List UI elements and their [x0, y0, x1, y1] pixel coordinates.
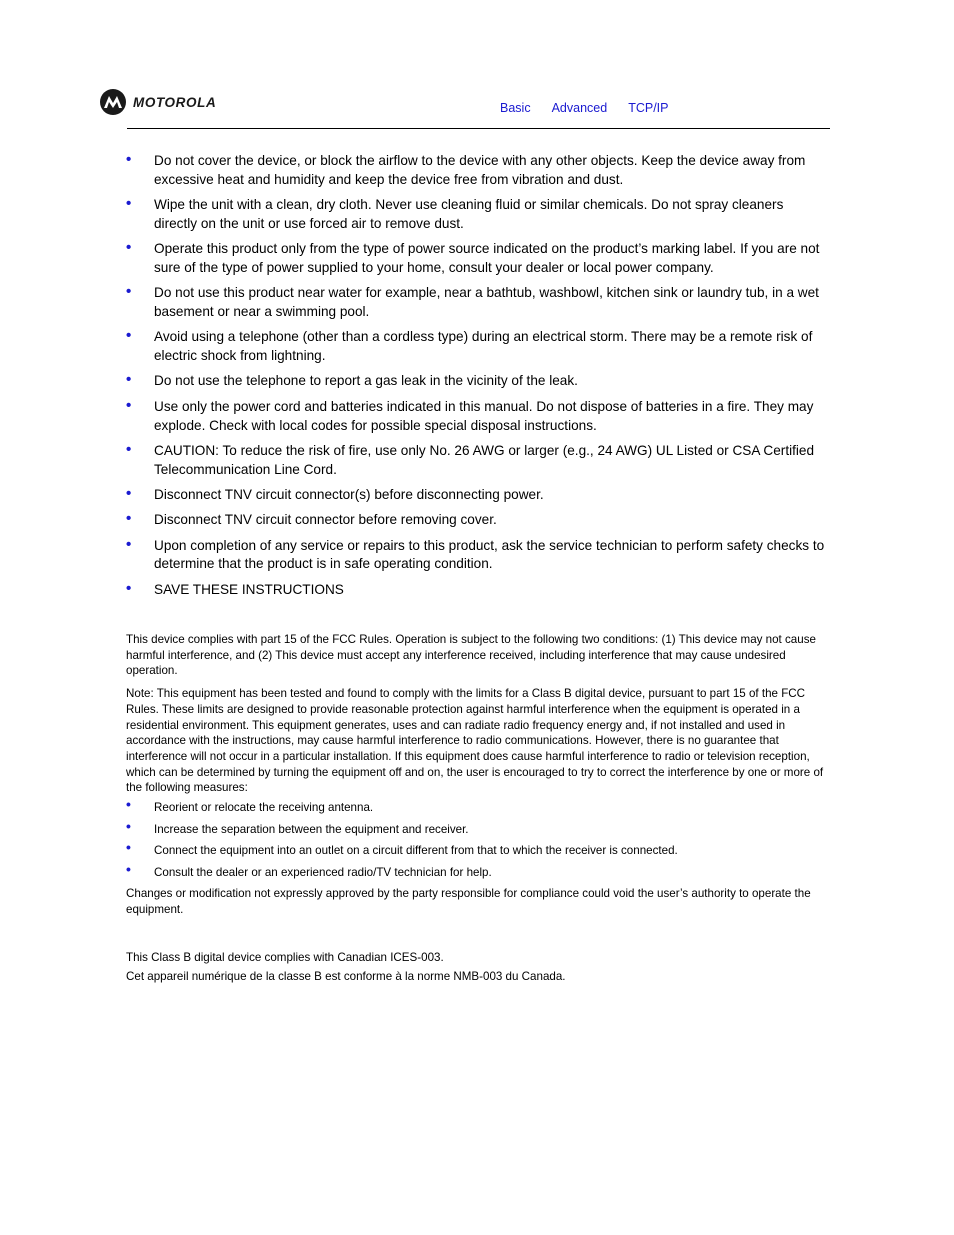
fcc-measures-list [126, 796, 828, 880]
list-item [126, 537, 826, 575]
fcc-modification-note: Changes or modification not expressly approved by the party responsible for compliance could void the user’s authority to operate the equipment. [126, 887, 811, 916]
canada-compliance [126, 950, 828, 988]
bullet-icon: • [126, 579, 132, 597]
bullet-icon: • [126, 195, 132, 213]
bullet-icon: • [126, 839, 131, 856]
nav-link-basic[interactable]: Basic [500, 101, 531, 115]
bullet-icon: • [126, 283, 132, 301]
fcc-statement [126, 632, 828, 925]
bullet-icon: • [126, 327, 132, 345]
list-item [126, 442, 826, 480]
top-nav [500, 101, 689, 115]
fcc-paragraph: This device complies with part 15 of the FCC Rules. Operation is subject to the following two conditions: (1) This device may not cause harmful interference, and (2) This device must accept any interference received, including interference that may cause undesired operation. [126, 633, 816, 678]
list-item-text: Avoid using a telephone (other than a cordless type) during an electrical storm. There may be a remote risk of electric shock from lightning. [154, 329, 813, 364]
list-item-text: SAVE THESE INSTRUCTIONS [154, 581, 344, 597]
list-item-text: Consult the dealer or an experienced radio/TV technician for help. [154, 865, 492, 879]
list-item-text: Operate this product only from the type of power source indicated on the product’s marking label. If you are not sure of the type of power supplied to your home, consult your dealer or local power company. [154, 241, 820, 275]
bullet-icon: • [126, 239, 132, 257]
list-item [126, 152, 826, 190]
list-item [126, 284, 826, 322]
list-item [126, 486, 826, 505]
list-item-text: Use only the power cord and batteries indicated in this manual. Do not dispose of batteries in a fire. They may explode. Check with local codes for possible special disposal instructions. [154, 398, 814, 433]
list-item-text: Disconnect TNV circuit connector(s) before disconnecting power. [154, 486, 544, 502]
bullet-icon: • [126, 151, 132, 168]
list-item-text: Upon completion of any service or repairs to this product, ask the service technician to perform safety checks to determine that the product is in safe operating condition. [154, 537, 825, 572]
list-item-text: Wipe the unit with a clean, dry cloth. Never use cleaning fluid or similar chemicals. Do not spray cleaners directly on the unit or use forced air to remove dust. [154, 197, 784, 231]
bullet-icon: • [126, 817, 131, 834]
brand-name: MOTOROLA [133, 94, 217, 110]
list-item [126, 860, 828, 881]
bullet-icon: • [126, 535, 132, 553]
bullet-icon: • [126, 396, 132, 414]
list-item [126, 817, 828, 838]
fcc-note: Note: This equipment has been tested and found to comply with the limits for a Class B digital device, pursuant to part 15 of the FCC Rules. These limits are designed to provide reasonable protection against harmful interference when the equipment is operated in a residential environment. This equipment generates, uses and can radiate radio frequency energy and, if not installed and used in accordance with the instructions, may cause harmful interference to radio communications. However, there is no guarantee that interference will not occur in a particular installation. If this equipment does cause harmful interference to radio or television reception, which can be determined by turning the equipment off and on, the user is encouraged to try to correct the interference by one or more of the following measures: [126, 687, 824, 795]
canada-statement-fr: Cet appareil numérique de la classe B est conforme à la norme NMB-003 du Canada. [126, 970, 566, 984]
list-item-text: Increase the separation between the equipment and receiver. [154, 822, 469, 836]
list-item-text: Disconnect TNV circuit connector before removing cover. [154, 512, 497, 528]
safety-instructions-list [126, 152, 826, 606]
bullet-icon: • [126, 860, 131, 877]
list-item [126, 196, 826, 234]
bullet-icon: • [126, 484, 132, 502]
canada-statement-en: This Class B digital device complies with Canadian ICES-003. [126, 951, 444, 964]
motorola-batwing-icon [100, 89, 126, 115]
list-item-text: Do not cover the device, or block the airflow to the device with any other objects. Keep the device away from excessive heat and humidity and keep the device free from vibration and dust. [154, 153, 806, 187]
list-item [126, 581, 826, 600]
list-item [126, 328, 826, 366]
bullet-icon: • [126, 510, 132, 528]
list-item [126, 796, 828, 816]
list-item [126, 511, 826, 530]
list-item [126, 398, 826, 436]
list-item-text: Do not use this product near water for example, near a bathtub, washbowl, kitchen sink or laundry tub, in a wet basement or near a swimming pool. [154, 285, 819, 320]
nav-link-tcpip[interactable]: TCP/IP [628, 101, 669, 115]
page-header [0, 0, 954, 132]
list-item-text: Connect the equipment into an outlet on a circuit different from that to which the receiver is connected. [154, 844, 678, 858]
bullet-icon: • [126, 371, 132, 389]
motorola-logo [100, 89, 216, 115]
list-item [126, 839, 828, 859]
list-item-text: Reorient or relocate the receiving antenna. [154, 801, 374, 815]
list-item-text: Do not use the telephone to report a gas leak in the vicinity of the leak. [154, 373, 578, 389]
header-divider [127, 128, 830, 129]
nav-link-advanced[interactable]: Advanced [551, 101, 608, 115]
list-item [126, 240, 826, 278]
list-item-text: CAUTION: To reduce the risk of fire, use only No. 26 AWG or larger (e.g., 24 AWG) UL Listed or CSA Certified Telecommunication Line Cord. [154, 442, 815, 477]
bullet-icon: • [126, 440, 132, 458]
bullet-icon: • [126, 796, 131, 813]
list-item [126, 372, 826, 391]
